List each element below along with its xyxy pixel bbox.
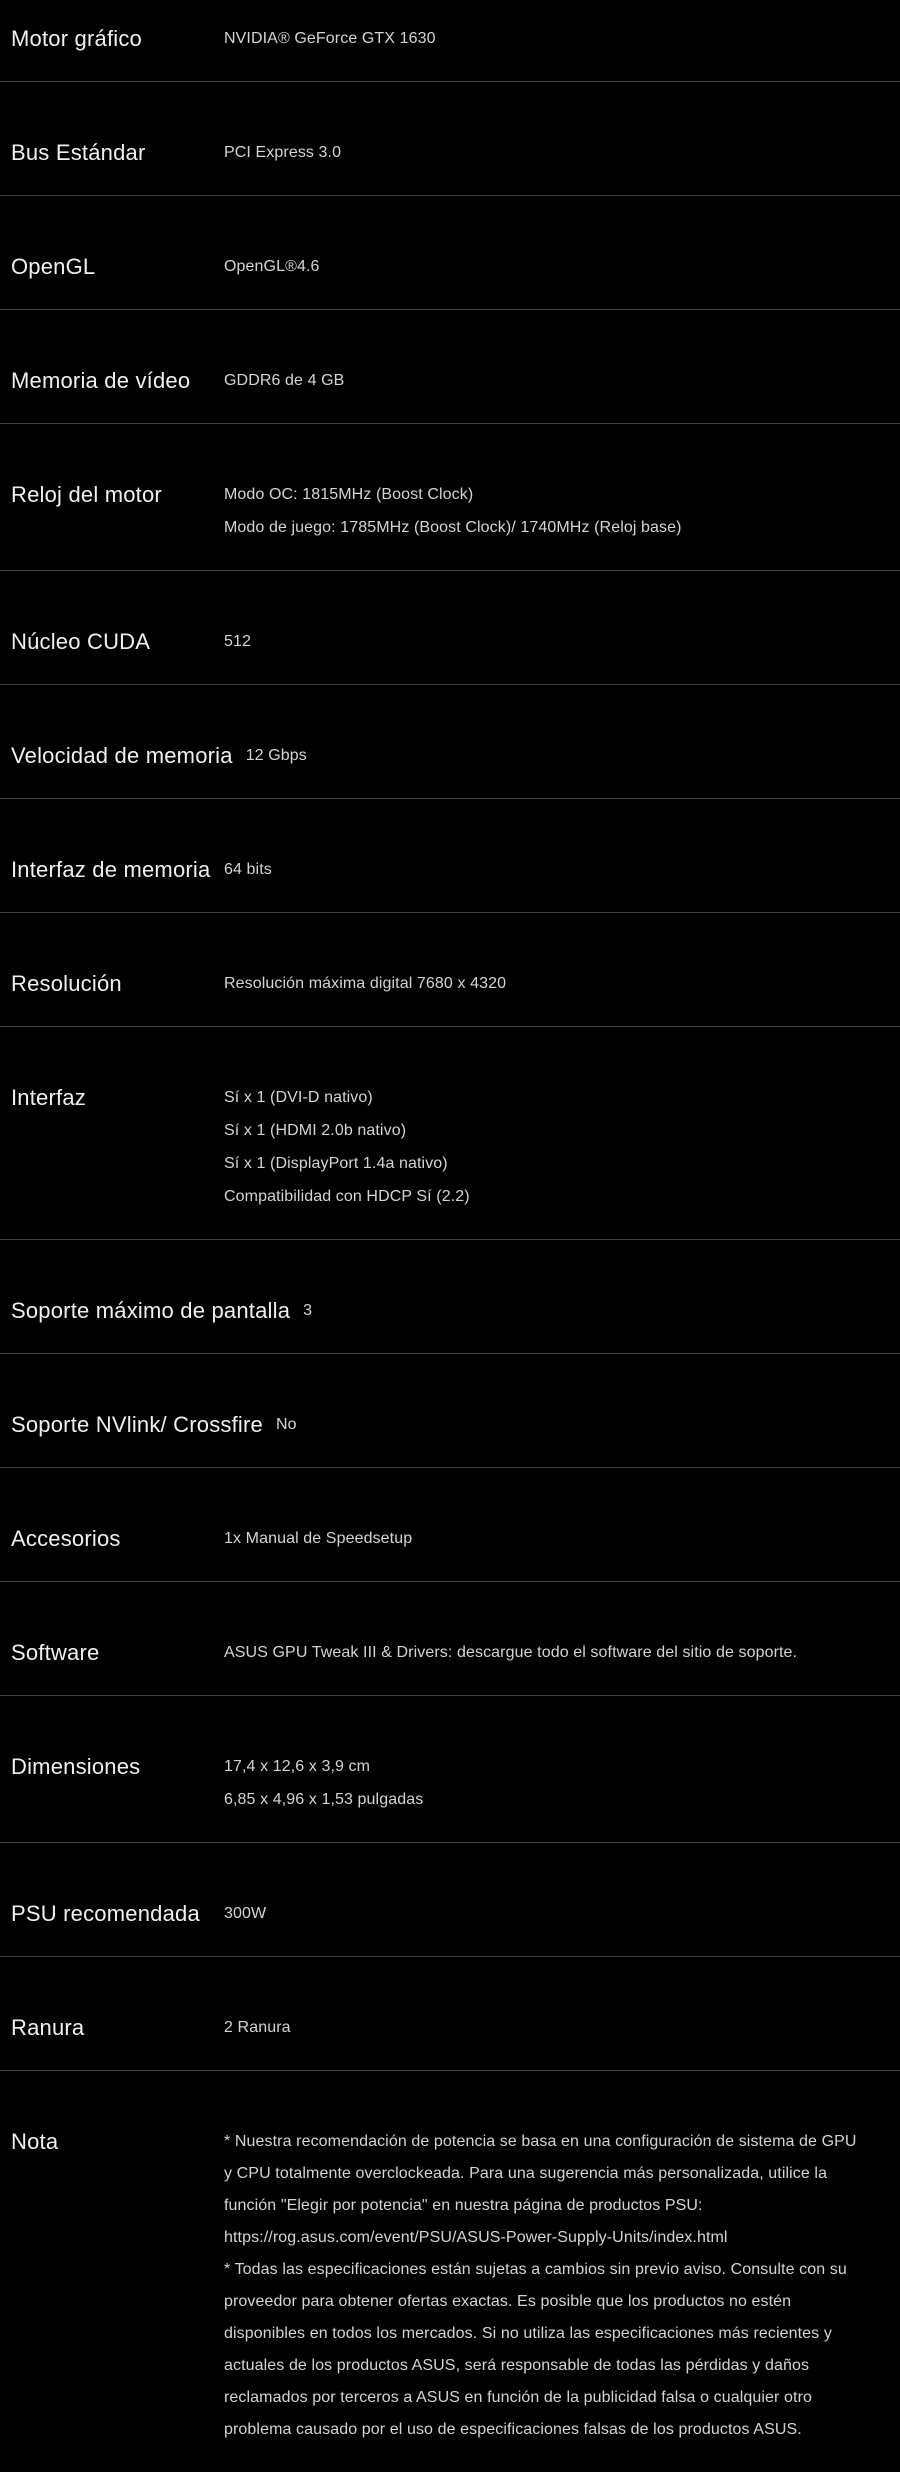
spec-value-line: disponibles en todos los mercados. Si no utiliza las especificaciones más recientes y xyxy=(224,2325,832,2342)
spec-label: Bus Estándar xyxy=(11,140,146,165)
spec-value xyxy=(224,1900,876,1927)
spec-label: Ranura xyxy=(11,2015,85,2040)
spec-value-line: 300W xyxy=(224,1905,267,1922)
spec-row-nucleo-cuda xyxy=(0,571,900,685)
spec-value-line: PCI Express 3.0 xyxy=(224,144,342,161)
spec-value-line: 3 xyxy=(303,1302,313,1319)
spec-label: Reloj del motor xyxy=(11,482,162,507)
spec-value-line: GDDR6 de 4 GB xyxy=(224,372,345,389)
spec-row-software xyxy=(0,1582,900,1696)
spec-value xyxy=(224,367,876,394)
spec-value xyxy=(224,1084,876,1210)
spec-label: Accesorios xyxy=(11,1526,121,1551)
spec-row-reloj-del-motor xyxy=(0,424,900,571)
spec-value-line: proveedor para obtener ofertas exactas. Es posible que los productos no estén xyxy=(224,2293,792,2310)
spec-value xyxy=(224,856,876,883)
spec-value xyxy=(224,2128,876,2443)
spec-label: Soporte máximo de pantalla xyxy=(11,1298,291,1323)
spec-row-ranura xyxy=(0,1957,900,2071)
spec-value-line: y CPU totalmente overclockeada. Para una sugerencia más personalizada, utilice la xyxy=(224,2165,828,2182)
spec-row-interfaz-de-memoria xyxy=(0,799,900,913)
spec-row-resolucion xyxy=(0,913,900,1027)
spec-row-bus-estandar xyxy=(0,82,900,196)
spec-value-line: * Todas las especificaciones están sujetas a cambios sin previo aviso. Consulte con su xyxy=(224,2261,847,2278)
spec-value-line: 512 xyxy=(224,633,251,650)
spec-value-line: Sí x 1 (DVI-D nativo) xyxy=(224,1089,373,1106)
spec-label: PSU recomendada xyxy=(11,1901,200,1926)
spec-value xyxy=(224,1525,876,1552)
spec-row-motor-grafico xyxy=(0,0,900,82)
spec-value-line: OpenGL®4.6 xyxy=(224,258,320,275)
spec-row-dimensiones xyxy=(0,1696,900,1843)
spec-label: Memoria de vídeo xyxy=(11,368,191,393)
spec-value-line: Modo OC: 1815MHz (Boost Clock) xyxy=(224,486,474,503)
spec-value-line: actuales de los productos ASUS, será responsable de todas las pérdidas y daños xyxy=(224,2357,810,2374)
spec-value-line: NVIDIA® GeForce GTX 1630 xyxy=(224,30,436,47)
spec-value-line: 1x Manual de Speedsetup xyxy=(224,1530,413,1547)
spec-row-soporte-nvlink-crossfire xyxy=(0,1354,900,1468)
spec-row-memoria-de-video xyxy=(0,310,900,424)
spec-label: Dimensiones xyxy=(11,1754,141,1779)
spec-value xyxy=(224,253,876,280)
spec-value xyxy=(246,742,876,769)
spec-label: Velocidad de memoria xyxy=(11,743,233,768)
spec-label: Software xyxy=(11,1640,100,1665)
spec-label: Interfaz xyxy=(11,1085,86,1110)
spec-value-line: problema causado por el uso de especificaciones falsas de los productos ASUS. xyxy=(224,2421,802,2438)
spec-value-line: 6,85 x 4,96 x 1,53 pulgadas xyxy=(224,1791,424,1808)
spec-value xyxy=(224,628,876,655)
spec-value-line: 64 bits xyxy=(224,861,272,878)
spec-value xyxy=(224,25,876,52)
spec-value xyxy=(224,1753,876,1813)
spec-value xyxy=(303,1297,876,1324)
spec-label: Núcleo CUDA xyxy=(11,629,151,654)
spec-value-line: 17,4 x 12,6 x 3,9 cm xyxy=(224,1758,371,1775)
spec-value xyxy=(224,139,876,166)
spec-label: Resolución xyxy=(11,971,122,996)
spec-value-line: reclamados por terceros a ASUS en función de la publicidad falsa o cualquier otro xyxy=(224,2389,812,2406)
spec-value-line: 12 Gbps xyxy=(245,747,307,764)
spec-value-line: Compatibilidad con HDCP Sí (2.2) xyxy=(224,1188,470,1205)
spec-row-psu-recomendada xyxy=(0,1843,900,1957)
spec-label: Soporte NVlink/ Crossfire xyxy=(11,1412,263,1437)
spec-row-soporte-maximo-de-pantalla xyxy=(0,1240,900,1354)
spec-row-opengl xyxy=(0,196,900,310)
spec-value-line: * Nuestra recomendación de potencia se basa en una configuración de sistema de GPU xyxy=(224,2133,857,2150)
spec-value-line: Modo de juego: 1785MHz (Boost Clock)/ 1740MHz (Reloj base) xyxy=(224,519,682,536)
spec-label: Motor gráfico xyxy=(11,26,142,51)
spec-label: Nota xyxy=(11,2129,59,2154)
spec-value xyxy=(224,1639,876,1666)
spec-value-line: Sí x 1 (DisplayPort 1.4a nativo) xyxy=(224,1155,448,1172)
spec-value xyxy=(224,970,876,997)
spec-value-line: Sí x 1 (HDMI 2.0b nativo) xyxy=(224,1122,407,1139)
spec-value-line: Resolución máxima digital 7680 x 4320 xyxy=(224,975,507,992)
spec-row-interfaz xyxy=(0,1027,900,1240)
spec-value-line: 2 Ranura xyxy=(224,2019,291,2036)
spec-label: Interfaz de memoria xyxy=(11,857,211,882)
psu-products-link[interactable]: https://rog.asus.com/event/PSU/ASUS-Power-Supply-Units/index.html xyxy=(224,2229,728,2246)
spec-value-line: ASUS GPU Tweak III & Drivers: descargue todo el software del sitio de soporte. xyxy=(224,1644,798,1661)
spec-label: OpenGL xyxy=(11,254,96,279)
spec-value-line: No xyxy=(275,1416,297,1433)
spec-value xyxy=(224,2014,876,2041)
spec-row-nota xyxy=(0,2071,900,2472)
spec-value-line: función "Elegir por potencia" en nuestra página de productos PSU: xyxy=(224,2197,703,2214)
spec-row-accesorios xyxy=(0,1468,900,1582)
spec-row-velocidad-de-memoria xyxy=(0,685,900,799)
spec-value xyxy=(224,481,876,541)
spec-value xyxy=(276,1411,876,1438)
